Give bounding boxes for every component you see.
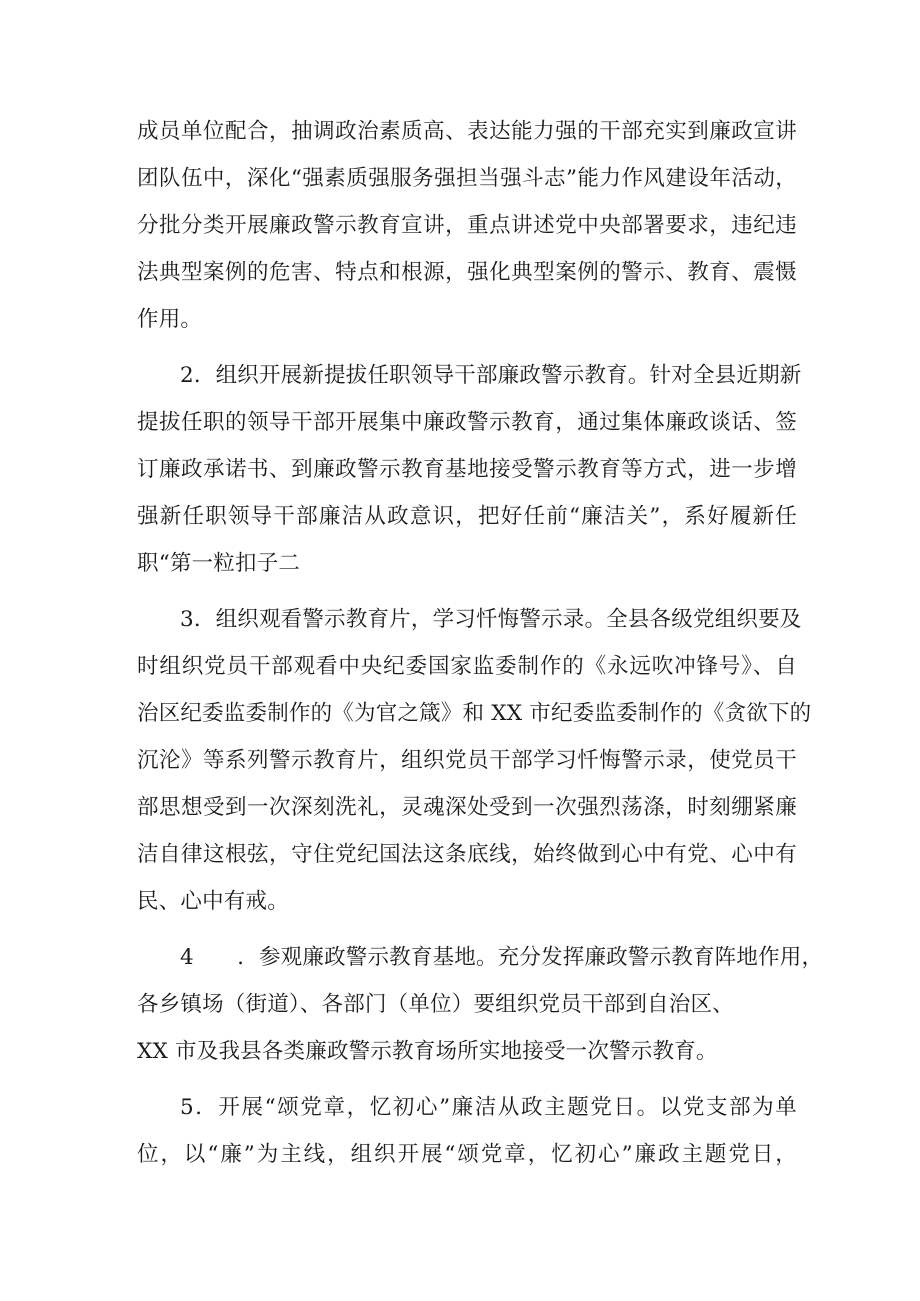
paragraph-4: [137, 934, 824, 1075]
text-line: 位，以“廉”为主线，组织开展“颂党章，忆初心”廉政主题党日，: [137, 1142, 797, 1167]
text-line: 沉沦》等系列警示教育片，组织党员干部学习忏悔警示录，使党员干: [137, 748, 797, 773]
text-line: 时组织党员干部观看中央纪委国家监委制作的《永远吹冲锋号》、自: [137, 654, 797, 679]
text-line: XX 市及我县各类廉政警示教育场所实地接受一次警示教育。: [137, 1039, 718, 1064]
paragraph-5: [137, 1084, 797, 1178]
text-line: 治区纪委监委制作的《为官之箴》和 XX 市纪委监委制作的《贪欲下的: [137, 701, 812, 726]
text-line: 提拔任职的领导干部开展集中廉政警示教育，通过集体廉政谈话、签: [137, 410, 797, 435]
text-line: 民、心中有戒。: [137, 889, 289, 914]
text-line: 部思想受到一次深刻洗礼，灵魂深处受到一次强烈荡涤，时刻绷紧廉: [137, 795, 797, 820]
paragraph-2: [137, 352, 802, 587]
text-line: 强新任职领导干部廉洁从政意识，把好任前“廉洁关”，系好履新任: [137, 504, 797, 529]
text-line: 洁自律这根弦，守住党纪国法这条底线，始终做到心中有党、心中有: [137, 842, 797, 867]
paragraph-3: [137, 596, 812, 925]
text-line: 成员单位配合，抽调政治素质高、表达能力强的干部充实到廉政宣讲: [137, 119, 797, 144]
text-line: 各乡镇场（街道）、各部门（单位）要组织党员干部到自治区、: [137, 992, 734, 1017]
text-line: 作用。: [137, 307, 203, 332]
text-line: 职“第一粒扣子二: [137, 551, 301, 576]
text-line: 2．组织开展新提拔任职领导干部廉政警示教育。针对全县近期新: [180, 363, 802, 388]
text-line: 法典型案例的危害、特点和根源，强化典型案例的警示、教育、震慑: [137, 260, 797, 285]
text-line: 3．组织观看警示教育片，学习忏悔警示录。全县各级党组织要及: [180, 607, 802, 632]
text-line: 分批分类开展廉政警示教育宣讲，重点讲述党中央部署要求，违纪违: [137, 213, 797, 238]
text-line: 团队伍中，深化“强素质强服务强担当强斗志”能力作风建设年活动，: [137, 166, 797, 191]
document-body: [137, 108, 824, 1187]
paragraph-1: [137, 108, 797, 343]
text-line: 4 ．参观廉政警示教育基地。充分发挥廉政警示教育阵地作用，: [180, 945, 824, 970]
text-line: 5．开展“颂党章，忆初心”廉洁从政主题党日。以党支部为单: [180, 1095, 797, 1120]
text-line: 订廉政承诺书、到廉政警示教育基地接受警示教育等方式，进一步增: [137, 457, 797, 482]
